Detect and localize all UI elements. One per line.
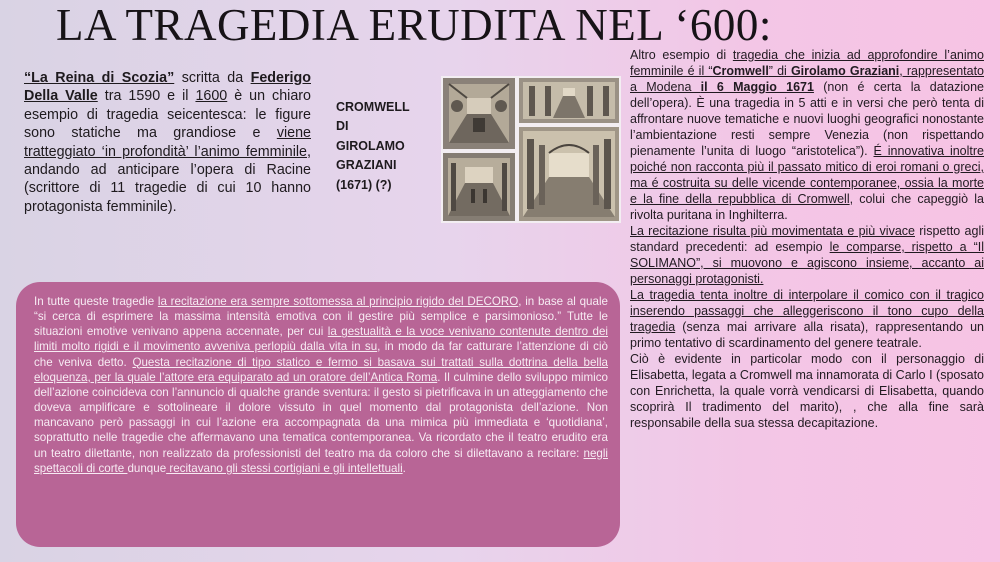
text-run: scritta da — [174, 70, 251, 86]
underlined-phrase: , rappresentato a Modena — [630, 64, 984, 94]
slide-title: LA TRAGEDIA ERUDITA NEL ‘600: — [56, 0, 772, 50]
underlined-phrase: la recitazione era sempre sottomessa al principio rigido del DECORO — [157, 295, 519, 308]
text-run: , in modo da far catturare l’attenzione di ciò che veniva detto. — [34, 340, 608, 369]
text-run: In tutte queste tragedie — [34, 295, 158, 308]
text-run: rispetto agli standard precedenti: ad esempio — [630, 224, 984, 254]
paragraph — [630, 287, 984, 351]
text-run: Altro esempio di — [630, 48, 733, 62]
engraving-image — [443, 78, 515, 149]
text-run: , andando ad anticipare l’opera di Racine (scrittore di 11 tragedie di cui 10 hanno protagonista femminile). — [24, 143, 311, 215]
text-run: , colui che capeggiò la rivolta puritana in Inghilterra. — [630, 192, 984, 222]
text-run: è un chiaro esempio di tragedia seicentesca: le figure sono statiche ma grandiose e — [24, 88, 311, 142]
paragraph — [630, 223, 984, 287]
underlined-phrase: La tragedia tenta inoltre di interpolare il comico con il tragico inserendo passaggi che alleggeriscono il tono cupo della tragedia — [630, 288, 984, 334]
year: 1600 — [195, 88, 228, 105]
text-run: (non é certa la datazione dell’opera). È una tragedia in 5 atti e in versi che però tenta di affrontare nuove tematiche e nuovi luoghi geografici nonostante l’ambientazione resti sempre Venezia (non rispettando pienamente l’unita di luogo “aristotelica”). — [630, 80, 984, 158]
underlined-phrase: ” di — [768, 64, 791, 78]
text-run: , in base al quale “si cerca di esprimere la massima intensità emotiva con il gestire più semplice e parsimonioso.” Tutte le situazioni emotive venivano appena accennate, per cui — [34, 295, 608, 339]
text-run: (senza mai arrivare alla risata), rappresentando un primo tentativo di scardinamento del genere teatrale. — [630, 320, 984, 350]
author-name: Federigo Della Valle — [24, 70, 311, 105]
text-run: . — [402, 461, 406, 475]
underlined-phrase: la gestualità e la voce venivano contenute dentro dei limiti molto rigidi e il movimento avveniva perlopiù dalla vita in su — [34, 325, 608, 354]
engraving-image — [519, 127, 619, 221]
underlined-phrase: La recitazione risulta più movimentata e più vivace — [630, 224, 915, 238]
reina-paragraph — [24, 69, 311, 216]
play-title: Cromwell — [712, 64, 769, 78]
underlined-phrase: le comparse, rispetto a “Il SOLIMANO”, si muovono e agiscono insieme, accanto ai personaggi protagonisti. — [630, 240, 984, 286]
underlined-phrase: Questa recitazione di tipo statico e fermo si basava sui trattati sulla dottrina della bella eloquenza, per la quale l’attore era equiparato ad un oratore dell’Antica Roma — [34, 355, 608, 384]
reina-title: “La Reina di Scozia” — [24, 70, 175, 86]
caption-line: (1671) (?) — [336, 177, 392, 192]
underlined-phrase: negli spettacoli di corte — [34, 446, 608, 475]
underlined-phrase: recitavano gli stessi cortigiani e gli intellettuali — [166, 461, 403, 475]
text-run: tra 1590 e il — [97, 88, 196, 105]
engravings-grid — [441, 76, 621, 223]
engraving-image — [519, 78, 619, 123]
image-caption — [336, 98, 436, 195]
caption-line: CROMWELL — [336, 100, 410, 114]
caption-line: DI — [336, 119, 349, 134]
recitation-text — [34, 294, 608, 476]
engraving-image — [443, 153, 515, 221]
premiere-date: il 6 Maggio 1671 — [700, 80, 814, 94]
caption-line: GIROLAMO — [336, 138, 405, 153]
paragraph: Ciò è evidente in particolar modo con il personaggio di Elisabetta, legata a Cromwell ma innamorata di Carlo I (sposato con Enrichetta, la quale vorrà vendicarsi di Elisabetta, quando scoprirà Il tradimento del marito), , che alla fine sarà responsabile della sua stessa decapitazione. — [630, 352, 984, 430]
text-run: dunque — [127, 461, 167, 475]
underlined-phrase: tragedia che inizia ad approfondire l’animo femminile é il “ — [630, 48, 984, 78]
author-name: Girolamo Graziani — [790, 64, 900, 78]
caption-line: GRAZIANI — [336, 158, 397, 173]
underlined-phrase: É innovativa inoltre poiché non racconta più il passato mitico di eroi romani o greci, ma é costruita su delle vicende contemporanee, ossia la morte e la fine della repubblica di Cromwell — [630, 144, 984, 206]
underlined-phrase: viene tratteggiato ‘in profondità’ l’animo femminile — [24, 125, 311, 160]
paragraph — [630, 47, 984, 223]
text-run: . Il culmine dello sviluppo mimico dell’azione coincideva con l’annuncio di qualche grande sventura: il gesto si pietrificava in un atteggiamento che doveva amplificare e sottolineare il dolore vissuto in quel momento dal protagonista dell’azione. Non mancavano però passaggi in cui l’azione era accompagnata da una mimica più immediata e ‘quotidiana’, soprattutto nelle tragedie che affermavano una tematica contemporanea. Va ricordato che il teatro erudito era un teatro dilettante, non realizzato da professionisti del teatro ma da coloro che si dilettavano a recitare: — [34, 370, 608, 460]
cromwell-text — [630, 47, 984, 431]
